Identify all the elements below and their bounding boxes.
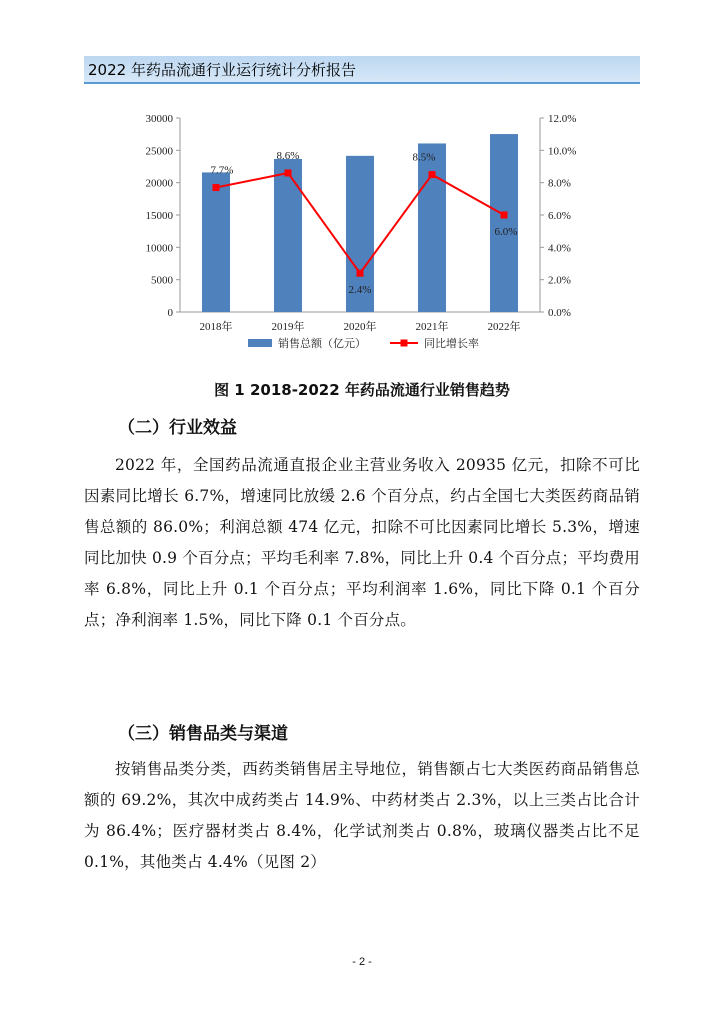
growth-rate-marker [285, 169, 292, 176]
left-tick-label: 15000 [145, 210, 173, 222]
growth-rate-marker [357, 270, 364, 277]
x-tick-label: 2019年 [271, 321, 305, 333]
right-tick-label: 12.0% [548, 113, 577, 125]
page-header [84, 56, 640, 82]
left-tick-label: 25000 [145, 145, 173, 158]
bar-sales-2022年 [490, 134, 518, 312]
header-title: 2022 年药品流通行业运行统计分析报告 [88, 61, 356, 79]
right-tick-label: 2.0% [548, 274, 571, 287]
x-tick-label: 2022年 [487, 321, 521, 333]
x-tick-label: 2020年 [343, 321, 377, 333]
x-tick-label: 2021年 [415, 321, 449, 333]
bar-sales-2018年 [202, 172, 230, 312]
left-tick-label: 5000 [151, 274, 173, 287]
section-heading-efficiency: （二）行业效益 [118, 418, 237, 438]
growth-rate-data-label: 7.7% [210, 164, 234, 177]
bar-sales-2019年 [274, 159, 302, 312]
paragraph-categories: 按销售品类分类，西药类销售居主导地位，销售额占七大类医药商品销售总额的 69.2%，其次中成药类占 14.9%、中药材类占 2.3%，以上三类占比合计为 86.4%；医疗器材类占 8.4%，化学试剂类占 0.8%，玻璃仪器类占比不足 0.1%，其他类占 4.4%（见图 2） [84, 760, 640, 871]
legend-sales-swatch [248, 339, 272, 347]
left-tick-label: 30000 [145, 113, 173, 125]
header-rule [84, 82, 640, 84]
legend-growth-marker [401, 340, 408, 347]
left-tick-label: 20000 [145, 177, 173, 190]
right-tick-label: 0.0% [548, 307, 571, 319]
legend-growth-label: 同比增长率 [424, 338, 479, 350]
x-tick-label: 2018年 [199, 321, 233, 333]
right-tick-label: 8.0% [548, 177, 571, 190]
growth-rate-data-label: 2.4% [348, 284, 372, 297]
bar-sales-2021年 [418, 143, 446, 312]
growth-rate-data-label: 8.5% [412, 151, 436, 164]
legend-sales-label: 销售总额（亿元） [278, 338, 366, 350]
figure-caption: 图 1 2018-2022 年药品流通行业销售趋势 [214, 381, 510, 399]
growth-rate-marker [213, 184, 220, 191]
section-heading-categories: （三）销售品类与渠道 [118, 724, 288, 744]
growth-rate-data-label: 6.0% [494, 226, 518, 238]
left-tick-label: 0 [167, 307, 173, 319]
growth-rate-data-label: 8.6% [276, 149, 300, 162]
growth-rate-marker [429, 171, 436, 178]
paragraph-efficiency: 2022 年，全国药品流通直报企业主营业务收入 20935 亿元，扣除不可比因素同比增长 6.7%，增速同比放缓 2.6 个百分点，约占全国七大类医药商品销售总额的 86.0%；利润总额 474 亿元，扣除不可比因素同比增长 5.3%，增速同比加快 0.9 个百分点；平均毛利率 7.8%，同比上升 0.4 个百分点；平均费用率 6.8%，同比上升 0.1 个百分点；平均利润率 1.6%，同比下降 0.1 个百分点；净利润率 1.5%，同比下降 0.1 个百分点。 [84, 456, 640, 629]
right-tick-label: 10.0% [548, 145, 577, 158]
page-number: - 2 - [352, 956, 372, 968]
growth-rate-marker [501, 212, 508, 219]
left-tick-label: 10000 [145, 242, 173, 255]
right-tick-label: 6.0% [548, 210, 571, 222]
sales-trend-chart [120, 100, 600, 362]
right-tick-label: 4.0% [548, 242, 571, 255]
